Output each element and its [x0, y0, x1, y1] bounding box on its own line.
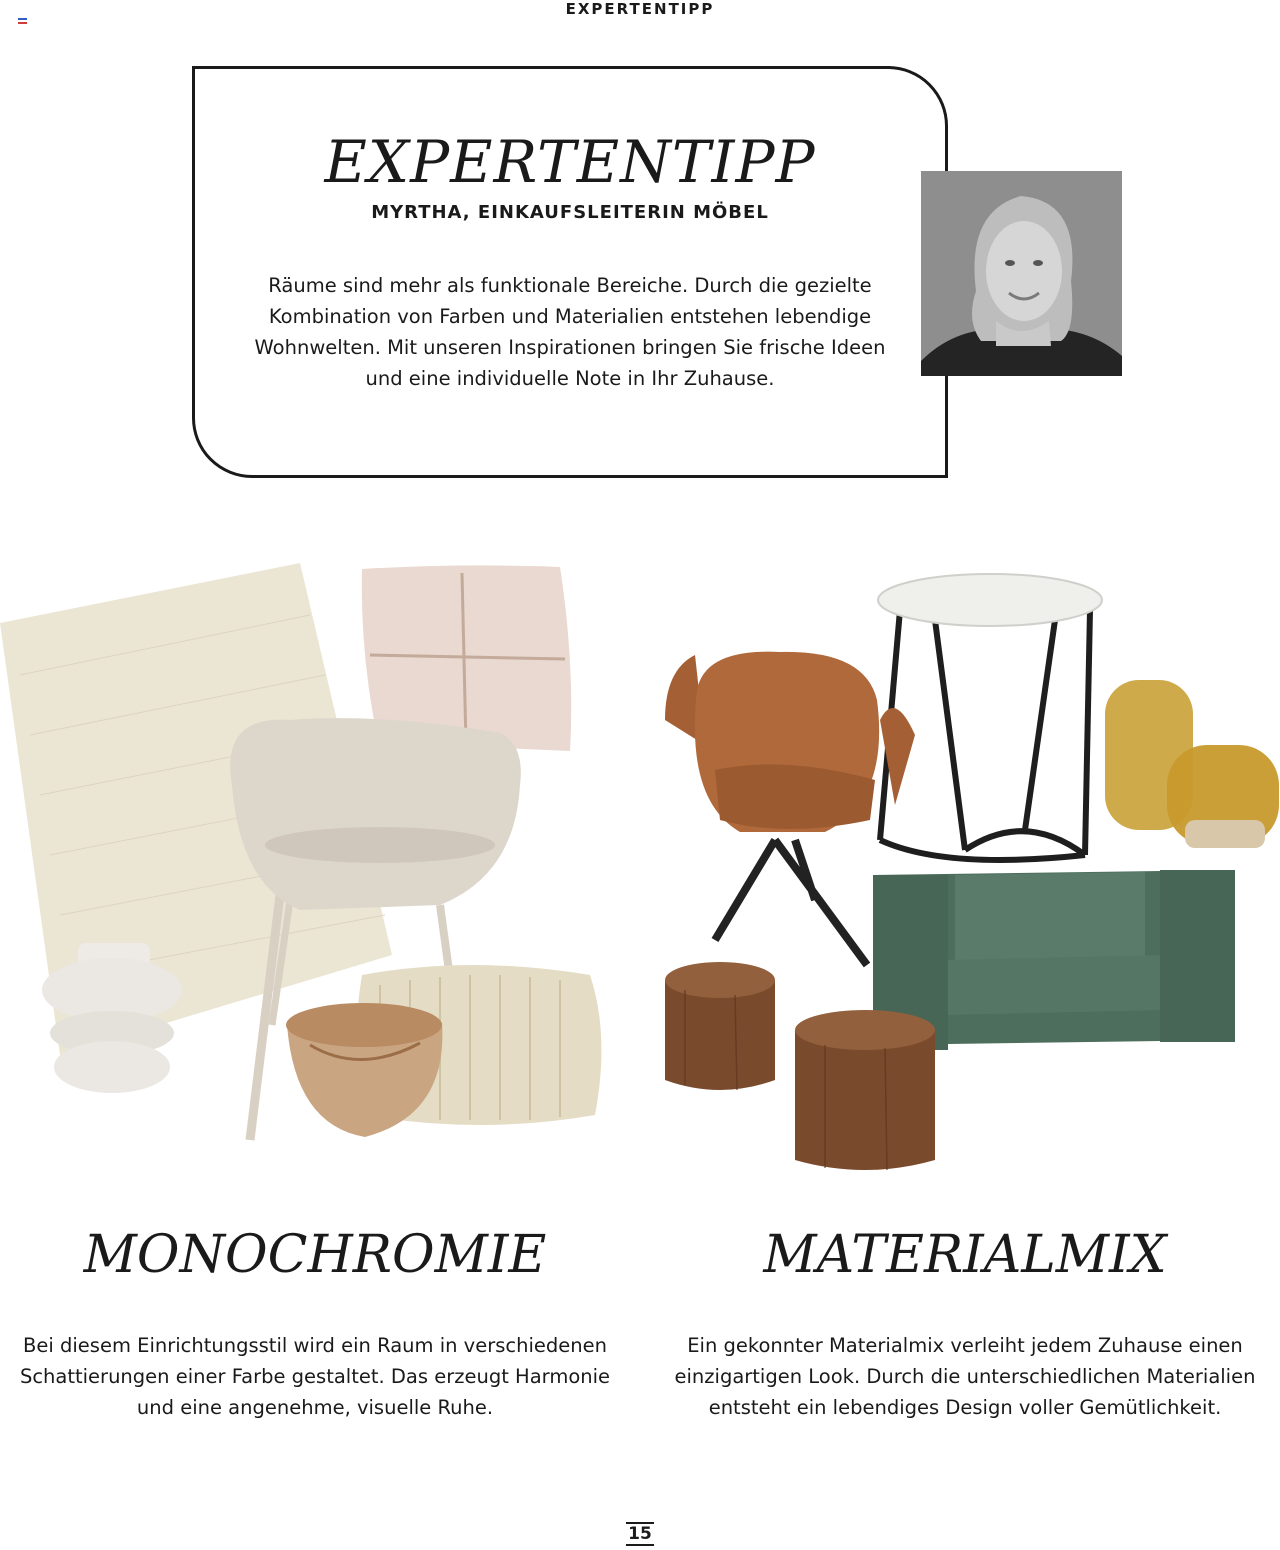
- section-header: EXPERTENTIPP: [565, 0, 715, 18]
- monochromie-text: Bei diesem Einrichtungsstil wird ein Raum in verschiedenen Schattierungen einer Farbe gestaltet. Das erzeugt Harmonie und eine angenehme, visuelle Ruhe.: [19, 1334, 611, 1419]
- materialmix-collage: [645, 570, 1280, 1185]
- amber-vases: [1105, 680, 1279, 848]
- expert-portrait: [921, 171, 1122, 376]
- expert-tip-text: Räume sind mehr als funktionale Bereiche. Durch die gezielte Kombination von Farben und Materialien entstehen lebendige Wohnwelten. Mit unseren Inspirationen bringen Sie frische Ideen und eine individuelle Note in Ihr Zuhause.: [254, 274, 886, 390]
- page-number-label: 15: [628, 1524, 652, 1544]
- monochromie-collage: [0, 555, 640, 1175]
- flag-icon: [18, 18, 27, 24]
- expert-tip-title: EXPERTENTIPP: [324, 128, 816, 196]
- materialmix-text: Ein gekonnter Materialmix verleiht jedem Zuhause einen einzigartigen Look. Durch die unterschiedlichen Materialien entsteht ein lebendiges Design voller Gemütlichkeit.: [674, 1334, 1256, 1419]
- page-number: [620, 1522, 660, 1546]
- monochromie-title: MONOCHROMIE: [83, 1225, 547, 1285]
- expert-name-role: MYRTHA, EINKAUFSLEITERIN MÖBEL: [371, 202, 769, 223]
- materialmix-title: MATERIALMIX: [763, 1225, 1167, 1285]
- marble-side-table: [878, 574, 1102, 860]
